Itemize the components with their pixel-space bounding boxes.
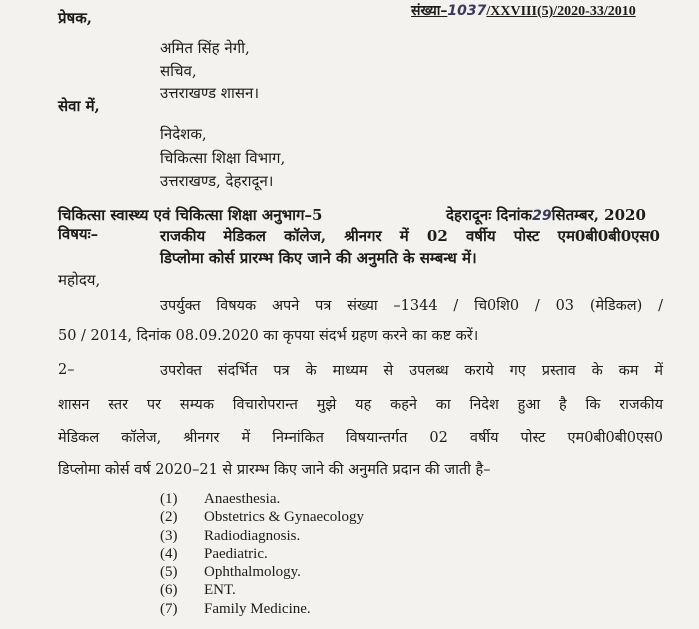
list-item-name: Obstetrics & Gynaecology: [204, 509, 364, 526]
list-item: [160, 508, 364, 526]
course-list: [160, 490, 364, 618]
reference-number: [411, 2, 636, 21]
subject-line-2: डिप्लोमा कोर्स प्रारम्भ किए जाने की अनुमति के सम्बन्ध में।: [160, 249, 477, 267]
list-item-number: (1): [160, 491, 178, 507]
list-item-name: ENT.: [204, 582, 236, 599]
sender-designation: सचिव,: [160, 62, 197, 80]
salutation: महोदय,: [58, 271, 101, 289]
reference-prefix: संख्या–: [411, 3, 448, 19]
list-item-number: (3): [160, 527, 178, 544]
list-item-number: (6): [160, 582, 178, 599]
reference-handwritten: 1037: [447, 3, 487, 19]
para1-line-2: 50 / 2014, दिनांक 08.09.2020 का कृपया संदर्भ ग्रहण करने का कष्ट करें।: [58, 328, 479, 344]
list-item-number: (5): [160, 564, 178, 581]
sender-label: प्रेषक,: [58, 9, 92, 27]
para1-line-1: उपर्युक्त विषयक अपने पत्र संख्या –1344 / चि0शि0 / 03 (मेडिकल) /: [160, 298, 663, 314]
date-prefix: देहरादूनः दिनांक: [446, 206, 533, 224]
list-item: [160, 490, 364, 508]
date-suffix: सितम्बर, 2020: [551, 206, 646, 224]
list-item-name: Ophthalmology.: [204, 564, 301, 581]
list-item-name: Anaesthesia.: [204, 491, 281, 507]
date-day: 29: [532, 208, 552, 224]
subject-label: विषयः–: [58, 225, 99, 243]
section-name: चिकित्सा स्वास्थ्य एवं चिकित्सा शिक्षा अनुभाग–5: [58, 206, 323, 224]
subject-line-1: राजकीय मेडिकल कॉलेज, श्रीनगर में 02 वर्षीय पोस्ट एम0बी0बी0एस0: [160, 227, 660, 245]
list-item-name: Family Medicine.: [204, 600, 311, 617]
list-item: [160, 581, 364, 599]
list-item: [160, 527, 364, 545]
date-line: [446, 205, 646, 226]
list-item-name: Paediatric.: [204, 545, 268, 562]
para2-line-2: शासन स्तर पर सम्यक विचारोपरान्त मुझे यह कहने का निदेश हुआ है कि राजकीय: [58, 397, 663, 413]
recipient-title: निदेशक,: [160, 125, 207, 143]
sender-office: उत्तराखण्ड शासन।: [160, 84, 260, 102]
para2-number: 2–: [58, 362, 75, 378]
list-item-number: (2): [160, 509, 178, 526]
sender-name: अमित सिंह नेगी,: [160, 39, 250, 57]
list-item-name: Radiodiagnosis.: [204, 527, 301, 544]
list-item: [160, 563, 364, 581]
para2-line-1: उपरोक्त संदर्भित पत्र के माध्यम से उपलब्ध कराये गए प्रस्ताव के कम में: [160, 363, 663, 379]
recipient-department: चिकित्सा शिक्षा विभाग,: [160, 149, 286, 167]
recipient-location: उत्तराखण्ड, देहरादून।: [160, 172, 274, 190]
para2-line-4: डिप्लोमा कोर्स वर्ष 2020–21 से प्रारम्भ किए जाने की अनुमति प्रदान की जाती है–: [58, 462, 491, 478]
list-item-number: (7): [160, 600, 178, 617]
list-item: [160, 545, 364, 563]
para2-line-3: मेडिकल कॉलेज, श्रीनगर में निम्नांकित विषयान्तर्गत 02 वर्षीय पोस्ट एम0बी0बी0एस0: [58, 430, 663, 446]
list-item-number: (4): [160, 545, 178, 562]
reference-suffix: /XXVIII(5)/2020-33/2010: [486, 4, 636, 19]
list-item: [160, 600, 364, 618]
recipient-label: सेवा में,: [58, 97, 100, 115]
